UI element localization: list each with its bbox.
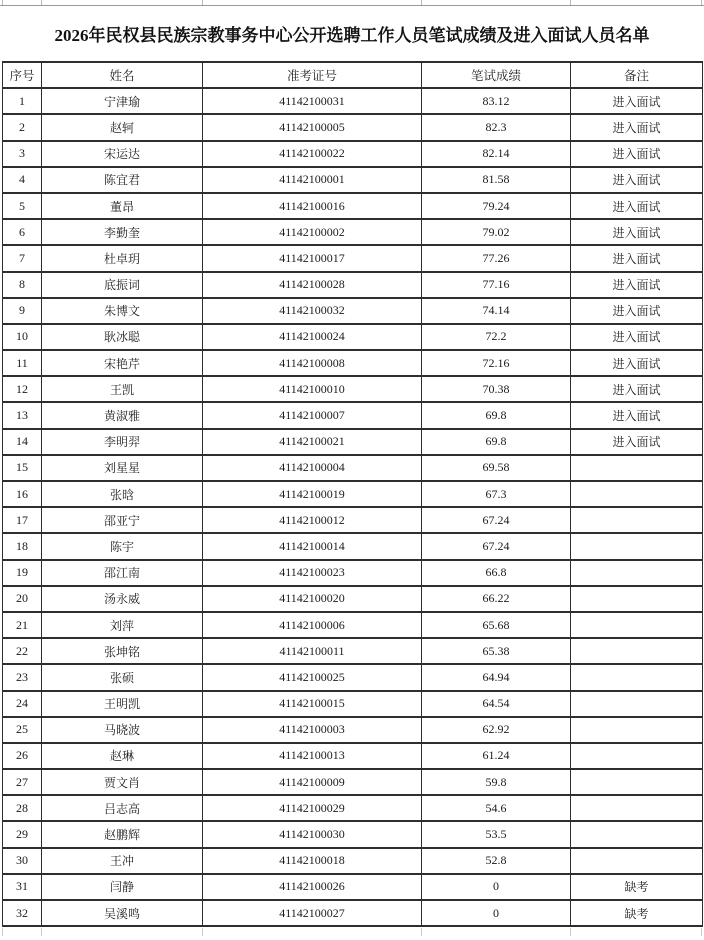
cell-name: 赵鹏辉: [42, 821, 203, 847]
cell-note: 进入面试: [571, 245, 703, 271]
header-score: 笔试成绩: [422, 62, 571, 88]
cell-name: 邵亚宁: [42, 507, 203, 533]
table-row: [3, 821, 703, 847]
table-row: [3, 769, 703, 795]
table-row: [3, 350, 703, 376]
cell-no: 22: [3, 638, 42, 664]
cell-name: 陈宜君: [42, 167, 203, 193]
cell-no: 24: [3, 691, 42, 717]
cell-no: 19: [3, 560, 42, 586]
cell-score: 65.38: [422, 638, 571, 664]
cell-ticket: 41142100004: [203, 455, 422, 481]
table-row: [3, 141, 703, 167]
cell-note: 进入面试: [571, 141, 703, 167]
cell-ticket: 41142100023: [203, 560, 422, 586]
cell-name: 李明羿: [42, 429, 203, 455]
cell-name: 刘萍: [42, 612, 203, 638]
table-row: [3, 219, 703, 245]
cell-name: 张坤铭: [42, 638, 203, 664]
cell-no: 18: [3, 533, 42, 559]
table-row: [3, 612, 703, 638]
top-row-remnant: [0, 0, 704, 6]
cell-name: 底振词: [42, 272, 203, 298]
cell-name: 赵琳: [42, 743, 203, 769]
header-note: 备注: [571, 62, 703, 88]
cell-name: 赵轲: [42, 114, 203, 140]
cell-ticket: 41142100029: [203, 795, 422, 821]
cell-no: 23: [3, 664, 42, 690]
cell-score: 52.8: [422, 848, 571, 874]
cell-name: 吴溪鸣: [42, 900, 203, 926]
cell-score: 74.14: [422, 298, 571, 324]
cell-note: 进入面试: [571, 219, 703, 245]
cell-ticket: 41142100026: [203, 874, 422, 900]
cell-ticket: 41142100008: [203, 350, 422, 376]
table-row: [3, 298, 703, 324]
cell-ticket: 41142100002: [203, 219, 422, 245]
cell-name: 陈宇: [42, 533, 203, 559]
cell-note: [571, 691, 703, 717]
cell-note: [571, 795, 703, 821]
cell-name: 吕志高: [42, 795, 203, 821]
cell-score: 79.02: [422, 219, 571, 245]
table-row: [3, 272, 703, 298]
header-name: 姓名: [42, 62, 203, 88]
cell-note: 进入面试: [571, 350, 703, 376]
divider: [202, 928, 203, 936]
cell-no: 6: [3, 219, 42, 245]
cell-no: 30: [3, 848, 42, 874]
table-row: [3, 664, 703, 690]
table-row: [3, 507, 703, 533]
cell-score: 67.24: [422, 507, 571, 533]
cell-note: [571, 717, 703, 743]
cell-ticket: 41142100012: [203, 507, 422, 533]
cell-score: 64.94: [422, 664, 571, 690]
cell-score: 66.8: [422, 560, 571, 586]
cell-score: 70.38: [422, 376, 571, 402]
cell-note: [571, 743, 703, 769]
cell-name: 王明凯: [42, 691, 203, 717]
table-row: [3, 560, 703, 586]
cell-ticket: 41142100032: [203, 298, 422, 324]
cell-ticket: 41142100007: [203, 402, 422, 428]
cell-score: 53.5: [422, 821, 571, 847]
cell-ticket: 41142100019: [203, 481, 422, 507]
cell-score: 67.24: [422, 533, 571, 559]
table-row: [3, 481, 703, 507]
cell-note: [571, 507, 703, 533]
table-row: [3, 900, 703, 926]
cell-ticket: 41142100010: [203, 376, 422, 402]
cell-no: 31: [3, 874, 42, 900]
table-row: [3, 402, 703, 428]
table-row: [3, 167, 703, 193]
cell-score: 77.16: [422, 272, 571, 298]
cell-score: 81.58: [422, 167, 571, 193]
cell-ticket: 41142100006: [203, 612, 422, 638]
cell-name: 张晗: [42, 481, 203, 507]
table-row: [3, 88, 703, 114]
cell-name: 张硕: [42, 664, 203, 690]
cell-score: 69.8: [422, 429, 571, 455]
cell-ticket: 41142100016: [203, 193, 422, 219]
cell-no: 26: [3, 743, 42, 769]
cell-name: 耿冰聪: [42, 324, 203, 350]
cell-no: 14: [3, 429, 42, 455]
cell-no: 13: [3, 402, 42, 428]
cell-ticket: 41142100018: [203, 848, 422, 874]
cell-score: 72.2: [422, 324, 571, 350]
cell-score: 64.54: [422, 691, 571, 717]
cell-note: [571, 821, 703, 847]
cell-note: 进入面试: [571, 114, 703, 140]
cell-name: 王冲: [42, 848, 203, 874]
cell-no: 25: [3, 717, 42, 743]
cell-name: 邵江南: [42, 560, 203, 586]
cell-name: 黄淑雅: [42, 402, 203, 428]
cell-note: 进入面试: [571, 376, 703, 402]
cell-score: 54.6: [422, 795, 571, 821]
cell-score: 67.3: [422, 481, 571, 507]
table-row: [3, 533, 703, 559]
cell-note: [571, 612, 703, 638]
table-row: [3, 638, 703, 664]
cell-note: 进入面试: [571, 193, 703, 219]
cell-note: [571, 848, 703, 874]
cell-name: 刘星星: [42, 455, 203, 481]
cell-no: 21: [3, 612, 42, 638]
cell-note: [571, 586, 703, 612]
cell-note: 进入面试: [571, 167, 703, 193]
table-row: [3, 586, 703, 612]
cell-note: 缺考: [571, 900, 703, 926]
cell-note: 缺考: [571, 874, 703, 900]
header-ticket: 准考证号: [203, 62, 422, 88]
cell-no: 11: [3, 350, 42, 376]
cell-no: 32: [3, 900, 42, 926]
divider: [2, 0, 3, 5]
divider: [202, 0, 203, 5]
divider: [701, 0, 702, 5]
table-row: [3, 874, 703, 900]
divider: [41, 0, 42, 5]
cell-no: 3: [3, 141, 42, 167]
bottom-row-remnant: [0, 927, 704, 936]
cell-score: 61.24: [422, 743, 571, 769]
cell-ticket: 41142100001: [203, 167, 422, 193]
divider: [701, 928, 702, 936]
divider: [41, 928, 42, 936]
divider: [570, 928, 571, 936]
table-row: [3, 429, 703, 455]
cell-ticket: 41142100017: [203, 245, 422, 271]
cell-name: 董昂: [42, 193, 203, 219]
cell-no: 17: [3, 507, 42, 533]
cell-note: 进入面试: [571, 88, 703, 114]
cell-note: 进入面试: [571, 429, 703, 455]
table-row: [3, 691, 703, 717]
cell-name: 贾文肖: [42, 769, 203, 795]
cell-no: 16: [3, 481, 42, 507]
table-row: [3, 717, 703, 743]
cell-no: 8: [3, 272, 42, 298]
divider: [421, 928, 422, 936]
cell-no: 12: [3, 376, 42, 402]
cell-note: [571, 560, 703, 586]
cell-name: 宋运达: [42, 141, 203, 167]
cell-name: 闫静: [42, 874, 203, 900]
cell-no: 28: [3, 795, 42, 821]
divider: [2, 928, 3, 936]
table-row: [3, 245, 703, 271]
cell-note: 进入面试: [571, 402, 703, 428]
cell-note: [571, 769, 703, 795]
cell-no: 5: [3, 193, 42, 219]
cell-name: 王凯: [42, 376, 203, 402]
table-row: [3, 376, 703, 402]
table-row: [3, 848, 703, 874]
cell-name: 宁津瑜: [42, 88, 203, 114]
cell-ticket: 41142100020: [203, 586, 422, 612]
cell-note: [571, 664, 703, 690]
header-no: 序号: [3, 62, 42, 88]
cell-score: 62.92: [422, 717, 571, 743]
table-row: [3, 324, 703, 350]
cell-ticket: 41142100009: [203, 769, 422, 795]
table-row: [3, 455, 703, 481]
title-bar: [0, 6, 704, 61]
cell-no: 15: [3, 455, 42, 481]
table-row: [3, 795, 703, 821]
table-body: [3, 88, 703, 926]
cell-ticket: 41142100027: [203, 900, 422, 926]
cell-ticket: 41142100024: [203, 324, 422, 350]
cell-name: 宋艳芹: [42, 350, 203, 376]
cell-note: [571, 533, 703, 559]
cell-score: 83.12: [422, 88, 571, 114]
cell-note: 进入面试: [571, 272, 703, 298]
cell-note: [571, 481, 703, 507]
cell-score: 69.58: [422, 455, 571, 481]
cell-ticket: 41142100014: [203, 533, 422, 559]
cell-note: [571, 455, 703, 481]
cell-no: 4: [3, 167, 42, 193]
table-row: [3, 193, 703, 219]
cell-name: 马晓波: [42, 717, 203, 743]
cell-no: 1: [3, 88, 42, 114]
cell-name: 杜卓玥: [42, 245, 203, 271]
cell-ticket: 41142100003: [203, 717, 422, 743]
cell-no: 10: [3, 324, 42, 350]
cell-ticket: 41142100015: [203, 691, 422, 717]
cell-ticket: 41142100028: [203, 272, 422, 298]
table-row: [3, 743, 703, 769]
cell-score: 82.14: [422, 141, 571, 167]
divider: [421, 0, 422, 5]
cell-ticket: 41142100031: [203, 88, 422, 114]
cell-ticket: 41142100030: [203, 821, 422, 847]
page-title: 2026年民权县民族宗教事务中心公开选聘工作人员笔试成绩及进入面试人员名单: [54, 26, 650, 45]
cell-score: 59.8: [422, 769, 571, 795]
cell-ticket: 41142100011: [203, 638, 422, 664]
cell-score: 0: [422, 874, 571, 900]
cell-name: 汤永威: [42, 586, 203, 612]
cell-score: 65.68: [422, 612, 571, 638]
cell-ticket: 41142100013: [203, 743, 422, 769]
cell-no: 29: [3, 821, 42, 847]
cell-ticket: 41142100025: [203, 664, 422, 690]
cell-no: 20: [3, 586, 42, 612]
cell-note: [571, 638, 703, 664]
cell-note: 进入面试: [571, 298, 703, 324]
cell-score: 0: [422, 900, 571, 926]
cell-note: 进入面试: [571, 324, 703, 350]
table-header-row: [3, 62, 703, 88]
cell-score: 69.8: [422, 402, 571, 428]
cell-score: 82.3: [422, 114, 571, 140]
cell-name: 朱博文: [42, 298, 203, 324]
cell-score: 77.26: [422, 245, 571, 271]
cell-no: 2: [3, 114, 42, 140]
cell-score: 79.24: [422, 193, 571, 219]
table-row: [3, 114, 703, 140]
cell-no: 27: [3, 769, 42, 795]
cell-no: 7: [3, 245, 42, 271]
cell-ticket: 41142100022: [203, 141, 422, 167]
cell-score: 66.22: [422, 586, 571, 612]
cell-no: 9: [3, 298, 42, 324]
score-table: [2, 61, 703, 927]
cell-score: 72.16: [422, 350, 571, 376]
cell-ticket: 41142100021: [203, 429, 422, 455]
cell-name: 李勤奎: [42, 219, 203, 245]
divider: [570, 0, 571, 5]
cell-ticket: 41142100005: [203, 114, 422, 140]
